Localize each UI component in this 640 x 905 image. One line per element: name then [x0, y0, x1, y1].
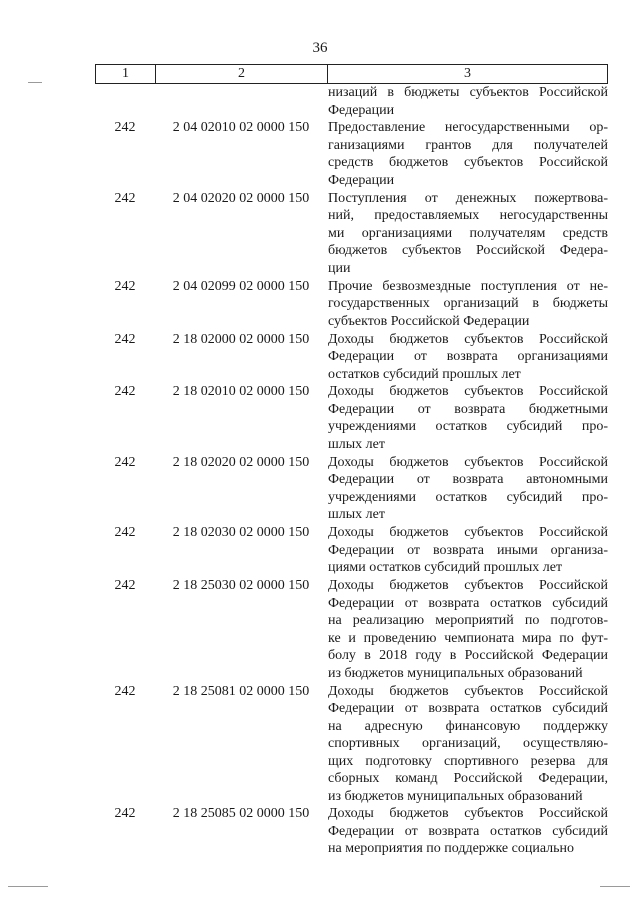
description-cell: [327, 683, 608, 806]
description-line: циями остатков субсидий прошлых лет: [328, 560, 563, 576]
description-line: учреждениями остатков субсидий про-: [328, 489, 608, 505]
income-code-cell: 2 18 25030 02 0000 150: [172, 578, 310, 594]
description-cell: [327, 331, 608, 384]
admin-code-cell: 242: [114, 384, 136, 400]
table-row: [95, 524, 608, 577]
admin-code-cell: 242: [114, 120, 136, 136]
header-col-2: 2: [156, 65, 328, 83]
description-cell: [327, 805, 608, 858]
description-line: бюджетов субъектов Российской Федера-: [328, 243, 608, 259]
description-line: на мероприятия по поддержке социально: [328, 841, 575, 857]
description-line: остатков субсидий прошлых лет: [328, 366, 521, 382]
admin-code-cell: 242: [114, 454, 136, 470]
description-line: на адресную финансовую поддержку: [328, 718, 608, 734]
description-line: Поступления от денежных пожертвова-: [328, 190, 608, 206]
table-row: [95, 84, 608, 119]
description-line: Федерации от возврата иными организа-: [328, 542, 608, 558]
description-line: из бюджетов муниципальных образований: [328, 788, 583, 804]
description-line: Предоставление негосударственными ор-: [328, 120, 608, 136]
description-line: Федерации от возврата автономными: [328, 472, 608, 488]
income-code-cell: 2 18 02000 02 0000 150: [172, 331, 310, 347]
description-line: Доходы бюджетов субъектов Российской: [328, 384, 608, 400]
description-line: ний, предоставляемых негосударственны: [328, 208, 608, 224]
description-line: Федерации: [328, 102, 395, 118]
description-line: ми организациями получателям средств: [328, 225, 608, 241]
description-line: Доходы бюджетов субъектов Российской: [328, 331, 608, 347]
table-row: [95, 119, 608, 189]
description-line: Доходы бюджетов субъектов Российской: [328, 578, 608, 594]
table-row: [95, 278, 608, 331]
admin-code-cell: 242: [114, 806, 136, 822]
income-code-cell: 2 18 02020 02 0000 150: [172, 454, 310, 470]
description-cell: [327, 278, 608, 331]
description-line: на реализацию мероприятий по подготов-: [328, 613, 608, 629]
description-line: ке и проведению чемпионата мира по фут-: [328, 630, 608, 646]
description-line: низаций в бюджеты субъектов Российской: [328, 85, 608, 100]
description-cell: [327, 119, 608, 189]
table-row: [95, 383, 608, 453]
admin-code-cell: 242: [114, 331, 136, 347]
admin-code-cell: [95, 84, 155, 119]
admin-code-cell: 242: [114, 190, 136, 206]
description-line: субъектов Российской Федерации: [328, 313, 530, 329]
description-cell: [327, 84, 608, 119]
admin-code-cell: 242: [114, 683, 136, 699]
header-col-1: 1: [96, 65, 156, 83]
description-line: Федерации от возврата остатков субсидий: [328, 701, 608, 717]
description-line: Федерации от возврата бюджетными: [328, 401, 608, 417]
description-line: Доходы бюджетов субъектов Российской: [328, 454, 608, 470]
description-line: болу в 2018 году в Российской Федерации: [328, 648, 608, 664]
admin-code-cell: 242: [114, 278, 136, 294]
table-row: [95, 331, 608, 384]
income-code-cell: 2 04 02099 02 0000 150: [172, 278, 310, 294]
scan-mark: [28, 82, 42, 83]
description-line: шлых лет: [328, 507, 385, 523]
table-row: [95, 190, 608, 278]
description-line: спортивных организаций, осуществляю-: [328, 736, 608, 752]
description-line: Доходы бюджетов субъектов Российской: [328, 683, 608, 699]
income-code-cell: 2 04 02010 02 0000 150: [172, 120, 310, 136]
description-cell: [327, 383, 608, 453]
description-cell: [327, 454, 608, 524]
description-cell: [327, 524, 608, 577]
header-col-3: 3: [464, 66, 471, 81]
income-code-cell: 2 18 02030 02 0000 150: [172, 525, 310, 541]
description-line: средств бюджетов субъектов Российской: [328, 155, 608, 171]
page-number: 36: [312, 40, 328, 56]
description-line: Федерации от возврата остатков субсидий: [328, 595, 608, 611]
table-body: [95, 84, 608, 858]
description-cell: [327, 577, 608, 682]
income-code-cell: 2 18 02010 02 0000 150: [172, 384, 310, 400]
description-line: Федерации: [328, 172, 395, 188]
description-line: Прочие безвозмездные поступления от не-: [328, 278, 608, 294]
description-line: из бюджетов муниципальных образований: [328, 665, 583, 681]
table-header: [95, 64, 608, 84]
description-cell: [327, 190, 608, 278]
income-code-cell: 2 04 02020 02 0000 150: [172, 190, 310, 206]
description-line: Доходы бюджетов субъектов Российской: [328, 806, 608, 822]
scan-mark: [8, 886, 48, 887]
scan-mark: [600, 886, 630, 887]
table-row: [95, 683, 608, 806]
table-row: [95, 577, 608, 682]
admin-code-cell: 242: [114, 578, 136, 594]
description-line: Доходы бюджетов субъектов Российской: [328, 525, 608, 541]
description-line: шлых лет: [328, 436, 385, 452]
income-code-cell: 2 18 25085 02 0000 150: [172, 806, 310, 822]
table-row: [95, 454, 608, 524]
description-line: учреждениями остатков субсидий про-: [328, 419, 608, 435]
description-line: ции: [328, 260, 351, 276]
description-line: Федерации от возврата организациями: [328, 349, 608, 365]
admin-code-cell: 242: [114, 525, 136, 541]
description-line: щих подготовку спортивного резерва для: [328, 753, 608, 769]
description-line: Федерации от возврата остатков субсидий: [328, 823, 608, 839]
description-line: сборных команд Российской Федерации,: [328, 771, 608, 787]
income-code-cell: 2 18 25081 02 0000 150: [172, 683, 310, 699]
description-line: государственных организаций в бюджеты: [328, 296, 608, 312]
description-line: ганизациями грантов для получателей: [328, 137, 608, 153]
table-row: [95, 805, 608, 858]
income-code-cell: [155, 84, 327, 119]
